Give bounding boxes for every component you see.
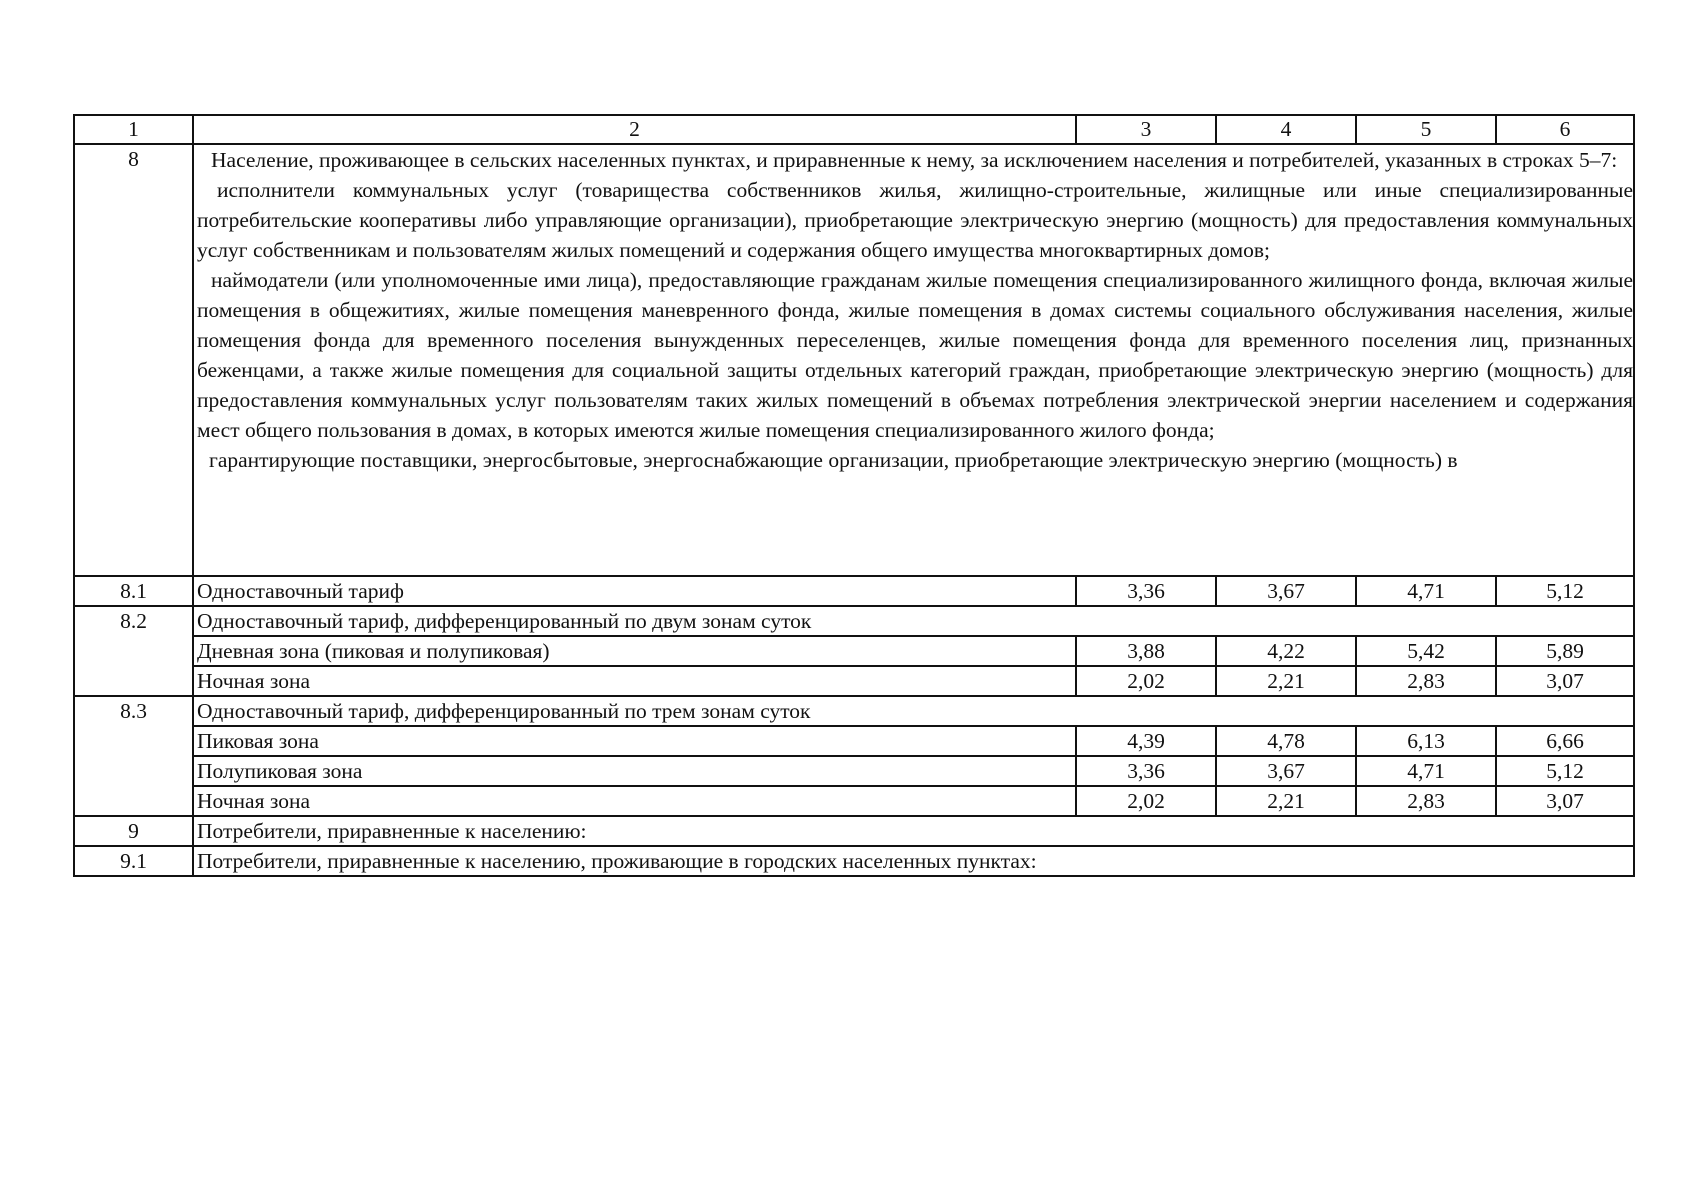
header-cell-5: 5 (1356, 115, 1496, 144)
header-cell-3: 3 (1076, 115, 1216, 144)
zone-label: Ночная зона (193, 666, 1076, 696)
header-row (74, 115, 1634, 144)
value-col-6: 5,89 (1496, 636, 1634, 666)
value-col-6: 5,12 (1496, 576, 1634, 606)
value-col-6: 5,12 (1496, 756, 1634, 786)
zone-row (74, 666, 1634, 696)
header-cell-4: 4 (1216, 115, 1356, 144)
header-cell-2: 2 (193, 115, 1076, 144)
zone-label: Пиковая зона (193, 726, 1076, 756)
zone-row (74, 636, 1634, 666)
zone-label: Ночная зона (193, 786, 1076, 816)
value-col-4: 4,78 (1216, 726, 1356, 756)
value-col-5: 6,13 (1356, 726, 1496, 756)
value-col-4: 3,67 (1216, 756, 1356, 786)
value-col-6: 3,07 (1496, 666, 1634, 696)
header-cell-1: 1 (74, 115, 193, 144)
value-col-5: 5,42 (1356, 636, 1496, 666)
row-label: Одноставочный тариф (193, 576, 1076, 606)
row-8 (74, 144, 1634, 576)
header-cell-6: 6 (1496, 115, 1634, 144)
value-col-3: 2,02 (1076, 786, 1216, 816)
tariff-table (73, 114, 1635, 877)
paragraph-3: наймодатели (или уполномоченные ими лица), предоставляющие гражданам жилые помещения специализированного жилищного фонда, включая жилые помещения в общежитиях, жилые помещения маневренного фонда, жилые помещения в домах системы социального обслуживания населения, жилые помещения фонда для временного поселения вынужденных переселенцев, жилые помещения фонда для временного поселения лиц, признанных беженцами, а также жилые помещения для социальной защиты отдельных категорий граждан, приобретающие электрическую энергию (мощность) для предоставления коммунальных услуг пользователям таких жилых помещений в объемах потребления электрической энергии населением и содержания мест общего пользования в домах, в которых имеются жилые помещения специализированного жилого фонда; (197, 268, 1633, 442)
paragraph-2: исполнители коммунальных услуг (товарищества собственников жилья, жилищно-строительные, жилищные или иные специализированные потребительские кооперативы либо управляющие организации), приобретающие электрическую энергию (мощность) для предоставления коммунальных услуг собственникам и пользователям жилых помещений и содержания общего имущества многоквартирных домов; (197, 178, 1633, 262)
row-label: Потребители, приравненные к населению, проживающие в городских населенных пунктах: (193, 846, 1634, 876)
value-col-3: 3,36 (1076, 576, 1216, 606)
zone-label: Дневная зона (пиковая и полупиковая) (193, 636, 1076, 666)
value-col-4: 4,22 (1216, 636, 1356, 666)
value-col-5: 2,83 (1356, 786, 1496, 816)
row-9-1 (74, 846, 1634, 876)
row-8-3 (74, 696, 1634, 726)
paragraph-4: гарантирующие поставщики, энергосбытовые, энергоснабжающие организации, приобретающие электрическую энергию (мощность) в (209, 448, 1458, 472)
row-number: 9 (74, 816, 193, 846)
row-8-1 (74, 576, 1634, 606)
paragraph-1: Население, проживающее в сельских населенных пунктах, и приравненные к нему, за исключением населения и потребителей, указанных в строках 5–7: (211, 148, 1618, 172)
row-label: Одноставочный тариф, дифференцированный по двум зонам суток (193, 606, 1634, 636)
row-9 (74, 816, 1634, 846)
value-col-6: 3,07 (1496, 786, 1634, 816)
row-number: 9.1 (74, 846, 193, 876)
row-number: 8.3 (74, 696, 193, 816)
value-col-3: 3,36 (1076, 756, 1216, 786)
row-number: 8.1 (74, 576, 193, 606)
value-col-5: 2,83 (1356, 666, 1496, 696)
row-label: Одноставочный тариф, дифференцированный по трем зонам суток (193, 696, 1634, 726)
value-col-5: 4,71 (1356, 756, 1496, 786)
value-col-4: 3,67 (1216, 576, 1356, 606)
value-col-3: 3,88 (1076, 636, 1216, 666)
value-col-4: 2,21 (1216, 786, 1356, 816)
row-number: 8 (74, 144, 193, 576)
row-number: 8.2 (74, 606, 193, 696)
value-col-3: 4,39 (1076, 726, 1216, 756)
zone-row (74, 786, 1634, 816)
value-col-3: 2,02 (1076, 666, 1216, 696)
row-label: Потребители, приравненные к населению: (193, 816, 1634, 846)
zone-row (74, 726, 1634, 756)
row-8-description (193, 144, 1634, 576)
zone-label: Полупиковая зона (193, 756, 1076, 786)
value-col-5: 4,71 (1356, 576, 1496, 606)
zone-row (74, 756, 1634, 786)
value-col-4: 2,21 (1216, 666, 1356, 696)
row-8-2 (74, 606, 1634, 636)
value-col-6: 6,66 (1496, 726, 1634, 756)
